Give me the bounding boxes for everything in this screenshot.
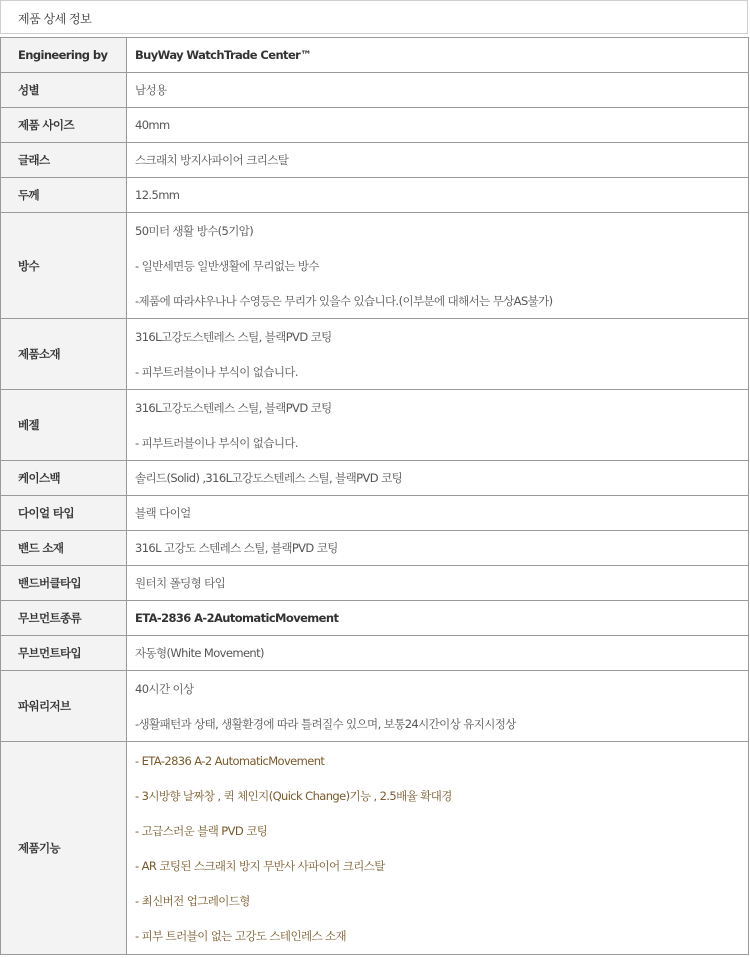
spec-value-line: 316L고강도스텐레스 스틸, 블랙PVD 코팅 [135,400,332,415]
spec-value [127,108,749,143]
spec-label: 무브먼트종류 [1,601,127,636]
spec-value-line: - 피부트러블이나 부식이 없습니다. [135,364,298,379]
line-spacer [135,875,747,892]
line-spacer [135,805,747,822]
table-row [1,461,749,496]
spec-label: 밴드버클타입 [1,566,127,601]
spec-value-line: - 피부트러블이나 부식이 없습니다. [135,435,298,450]
spec-label: 다이얼 타입 [1,496,127,531]
spec-value-line: 블랙 다이얼 [135,506,191,520]
spec-value-line: 50미터 생활 방수(5기압) [135,223,254,238]
table-row [1,601,749,636]
spec-value [127,390,749,461]
spec-value [127,531,749,566]
spec-value-line: -생활패턴과 상태, 생활환경에 따라 틀려질수 있으며, 보통24시간이상 유지시정상 [135,716,516,731]
spec-label: 제품 사이즈 [1,108,127,143]
line-spacer [135,275,747,292]
spec-value-line: - ETA-2836 A-2 AutomaticMovement [135,753,325,768]
spec-value-line: - 피부 트러블이 없는 고강도 스테인레스 소재 [135,928,347,943]
table-row [1,496,749,531]
spec-value [127,143,749,178]
spec-value-line: - 최신버전 업그레이드형 [135,893,250,908]
section-header [0,0,748,34]
spec-label: 성별 [1,73,127,108]
table-row [1,143,749,178]
spec-table [0,37,749,955]
spec-value [127,671,749,742]
table-row [1,566,749,601]
spec-value [127,566,749,601]
spec-value-line: 316L고강도스텐레스 스틸, 블랙PVD 코팅 [135,329,332,344]
spec-label: 방수 [1,213,127,319]
line-spacer [135,840,747,857]
spec-label: Engineering by [1,38,127,73]
spec-value-line: 스크래치 방지사파이어 크리스탈 [135,153,289,167]
spec-label: 무브먼트타입 [1,636,127,671]
spec-value-line: - AR 코팅된 스크래치 방지 무반사 사파이어 크리스탈 [135,858,385,873]
table-row [1,38,749,73]
spec-value-line: 원터치 폴딩형 타입 [135,576,226,590]
line-spacer [135,240,747,257]
spec-value [127,319,749,390]
spec-value-line: -제품에 따라샤우나나 수영등은 무리가 있을수 있습니다.(이부분에 대해서는 무상AS불가) [135,293,553,308]
spec-value [127,73,749,108]
spec-value [127,178,749,213]
table-row [1,636,749,671]
spec-value [127,461,749,496]
spec-value-line: 12.5mm [135,188,180,202]
spec-value-line: 40시간 이상 [135,681,194,696]
spec-value-line: ETA-2836 A-2AutomaticMovement [135,611,339,625]
spec-value-line: 자동형(White Movement) [135,646,264,660]
spec-label: 제품기능 [1,742,127,955]
line-spacer [135,346,747,363]
spec-label: 베젤 [1,390,127,461]
spec-value [127,636,749,671]
table-row [1,671,749,742]
spec-value [127,496,749,531]
spec-value-line: - 3시방향 날짜창 , 퀵 체인지(Quick Change)기능 , 2.5배율 확대경 [135,788,452,803]
line-spacer [135,770,747,787]
table-row [1,742,749,955]
spec-label: 파워리저브 [1,671,127,742]
table-row [1,178,749,213]
spec-value [127,213,749,319]
spec-label: 제품소재 [1,319,127,390]
spec-label: 케이스백 [1,461,127,496]
spec-value-line: - 일반세면등 일반생활에 무리없는 방수 [135,258,319,273]
line-spacer [135,910,747,927]
table-row [1,108,749,143]
section-title: 제품 상세 정보 [18,12,92,26]
spec-value-line: 40mm [135,118,170,132]
spec-label: 밴드 소재 [1,531,127,566]
spec-value-line: 316L 고강도 스텐레스 스틸, 블랙PVD 코팅 [135,541,338,555]
line-spacer [135,417,747,434]
spec-label: 두께 [1,178,127,213]
table-row [1,213,749,319]
spec-label: 글래스 [1,143,127,178]
table-row [1,73,749,108]
spec-value-line: 솔리드(Solid) ,316L고강도스텐레스 스틸, 블랙PVD 코팅 [135,471,403,485]
spec-value [127,38,749,73]
spec-value [127,742,749,955]
line-spacer [135,698,747,715]
table-row [1,531,749,566]
table-row [1,319,749,390]
table-row [1,390,749,461]
spec-value-line: - 고급스러운 블랙 PVD 코팅 [135,823,268,838]
spec-value-line: BuyWay WatchTrade Center™ [135,48,312,62]
spec-value-line: 남성용 [135,83,167,97]
spec-value [127,601,749,636]
